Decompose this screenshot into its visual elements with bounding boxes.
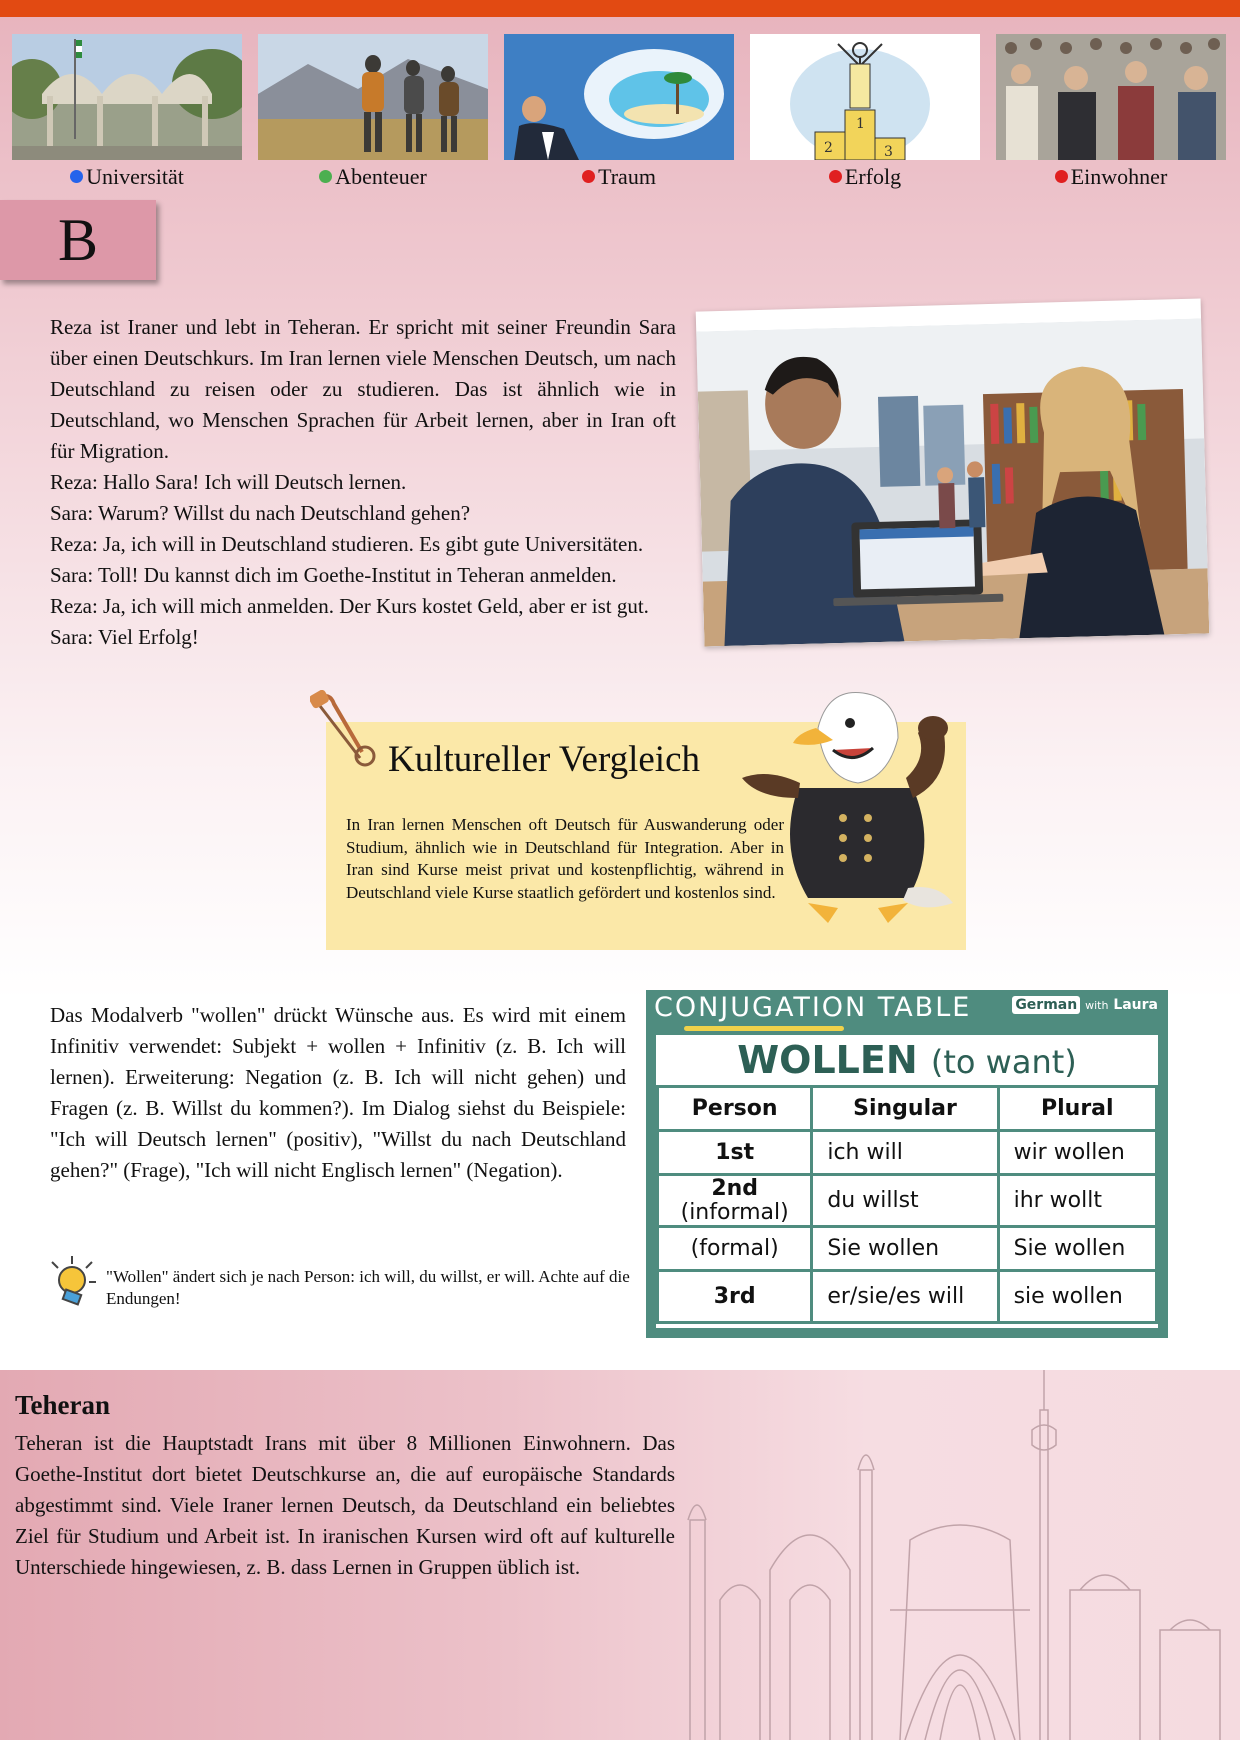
singular-cell: Sie wollen [812, 1227, 998, 1271]
column-header: Singular [812, 1087, 998, 1131]
singular-cell: ich will [812, 1131, 998, 1175]
title-underline [684, 1026, 844, 1031]
vocab-label: Traum [504, 164, 734, 190]
conversation-photo [696, 318, 1209, 646]
dreaming-man-image [504, 34, 734, 160]
vocab-item-einwohner [996, 34, 1226, 190]
vocab-label: Universität [12, 164, 242, 190]
brand-logo: German with Laura [1012, 997, 1158, 1013]
singular-cell: du willst [812, 1175, 998, 1227]
university-image [12, 34, 242, 160]
dialog-text [50, 312, 676, 653]
table-header-row [658, 1087, 1157, 1131]
red-dot-icon [582, 170, 595, 183]
column-header: Person [658, 1087, 812, 1131]
person-cell: 3rd [658, 1271, 812, 1323]
person-cell: 2nd (informal) [658, 1175, 812, 1227]
grammar-explanation [50, 1000, 626, 1186]
plural-cell: Sie wollen [998, 1227, 1156, 1271]
culture-text: In Iran lernen Menschen oft Deutsch für Auswanderung oder Studium, ähnlich wie in Deutschland für Integration. Aber in Iran sind Kurse meist privat und kostenpflichtig, während in Deutschland viele Kurse staatlich gefördert und kostenlos sind. [346, 815, 784, 902]
eagle-mascot-icon [738, 688, 970, 923]
vocab-label: Erfolg [750, 164, 980, 190]
vocab-item-traum [504, 34, 734, 190]
section-label: B [0, 200, 156, 280]
city-section [0, 1370, 1240, 1740]
vocab-item-universitaet [12, 34, 242, 190]
dialog-line: Reza: Ja, ich will in Deutschland studieren. Es gibt gute Universitäten. [50, 532, 644, 556]
svg-text:3: 3 [884, 144, 893, 160]
podium-winner-image [750, 34, 980, 160]
person-cell: (formal) [658, 1227, 812, 1271]
plural-cell: sie wollen [998, 1271, 1156, 1323]
blue-dot-icon [70, 170, 83, 183]
dialog-line: Sara: Viel Erfolg! [50, 625, 199, 649]
singular-cell: er/sie/es will [812, 1271, 998, 1323]
table-row [658, 1271, 1157, 1323]
red-dot-icon [829, 170, 842, 183]
verb-heading: WOLLEN (to want) [656, 1035, 1158, 1085]
person-cell: 1st [658, 1131, 812, 1175]
vocab-item-abenteuer [258, 34, 488, 190]
dialog-intro: Reza ist Iraner und lebt in Teheran. Er spricht mit seiner Freundin Sara über einen Deutschkurs. Im Iran lernen viele Menschen Deutsch, um nach Deutschland zu reisen oder zu studieren. Das ist ähnlich wie in Deutschland, wo Menschen Sprachen für Arbeit lernen, aber in Iran oft für Migration. [50, 315, 676, 463]
conjugation-header [646, 990, 1168, 1030]
photo-frame [696, 298, 1210, 646]
table-row [658, 1227, 1157, 1271]
conjugation-body [656, 1035, 1158, 1328]
vocab-label: Abenteuer [258, 164, 488, 190]
dialog-line: Sara: Warum? Willst du nach Deutschland gehen? [50, 501, 471, 525]
tehran-skyline-illustration [660, 1370, 1240, 1740]
tip-box [44, 1256, 644, 1316]
red-dot-icon [1055, 170, 1068, 183]
table-row [658, 1175, 1157, 1227]
conjugation-grid [656, 1085, 1158, 1324]
green-dot-icon [319, 170, 332, 183]
safety-pin-icon [310, 690, 380, 770]
dialog-line: Reza: Hallo Sara! Ich will Deutsch lernen. [50, 470, 407, 494]
crowd-image [996, 34, 1226, 160]
hikers-image [258, 34, 488, 160]
vocab-item-erfolg [750, 34, 980, 190]
plural-cell: wir wollen [998, 1131, 1156, 1175]
conjugation-table [646, 990, 1168, 1338]
city-title: Teheran [15, 1390, 111, 1420]
vocabulary-strip [12, 34, 1228, 194]
city-text: Teheran ist die Hauptstadt Irans mit über 8 Millionen Einwohnern. Das Goethe-Institut dort bietet Deutschkurse an, die auf europäische Standards abgestimmt sind. Viele Iraner lernen Deutsch, da Deutschland ein beliebtes Ziel für Studium und Arbeit ist. In iranischen Kursen wird oft auf kulturelle Unterschiede hingewiesen, z. B. dass Lernen in Gruppen üblich ist. [15, 1431, 675, 1579]
top-accent-bar [0, 0, 1240, 17]
dialog-line: Sara: Toll! Du kannst dich im Goethe-Institut in Teheran anmelden. [50, 563, 617, 587]
table-row [658, 1131, 1157, 1175]
vocab-label: Einwohner [996, 164, 1226, 190]
dialog-line: Reza: Ja, ich will mich anmelden. Der Kurs kostet Geld, aber er ist gut. [50, 594, 649, 618]
tip-text: "Wollen" ändert sich je nach Person: ich will, du willst, er will. Achte auf die Endungen! [106, 1267, 630, 1308]
lightbulb-icon [44, 1256, 100, 1312]
plural-cell: ihr wollt [998, 1175, 1156, 1227]
svg-text:1: 1 [856, 116, 865, 132]
culture-title: Kultureller Vergleich [388, 739, 701, 780]
svg-text:2: 2 [824, 140, 833, 156]
column-header: Plural [998, 1087, 1156, 1131]
conjugation-title: CONJUGATION TABLE [654, 992, 972, 1023]
grammar-text: Das Modalverb "wollen" drückt Wünsche aus. Es wird mit einem Infinitiv verwendet: Subjekt + wollen + Infinitiv (z. B. Ich will lernen). Erweiterung: Negation (z. B. Ich will nicht gehen) und Fragen (z. B. Willst du kommen?). Im Dialog siehst du Beispiele: "Ich will Deutsch lernen" (positiv), "Willst du nach Deutschland gehen?" (Frage), "Ich will nicht Englisch lernen" (Negation). [50, 1003, 626, 1182]
